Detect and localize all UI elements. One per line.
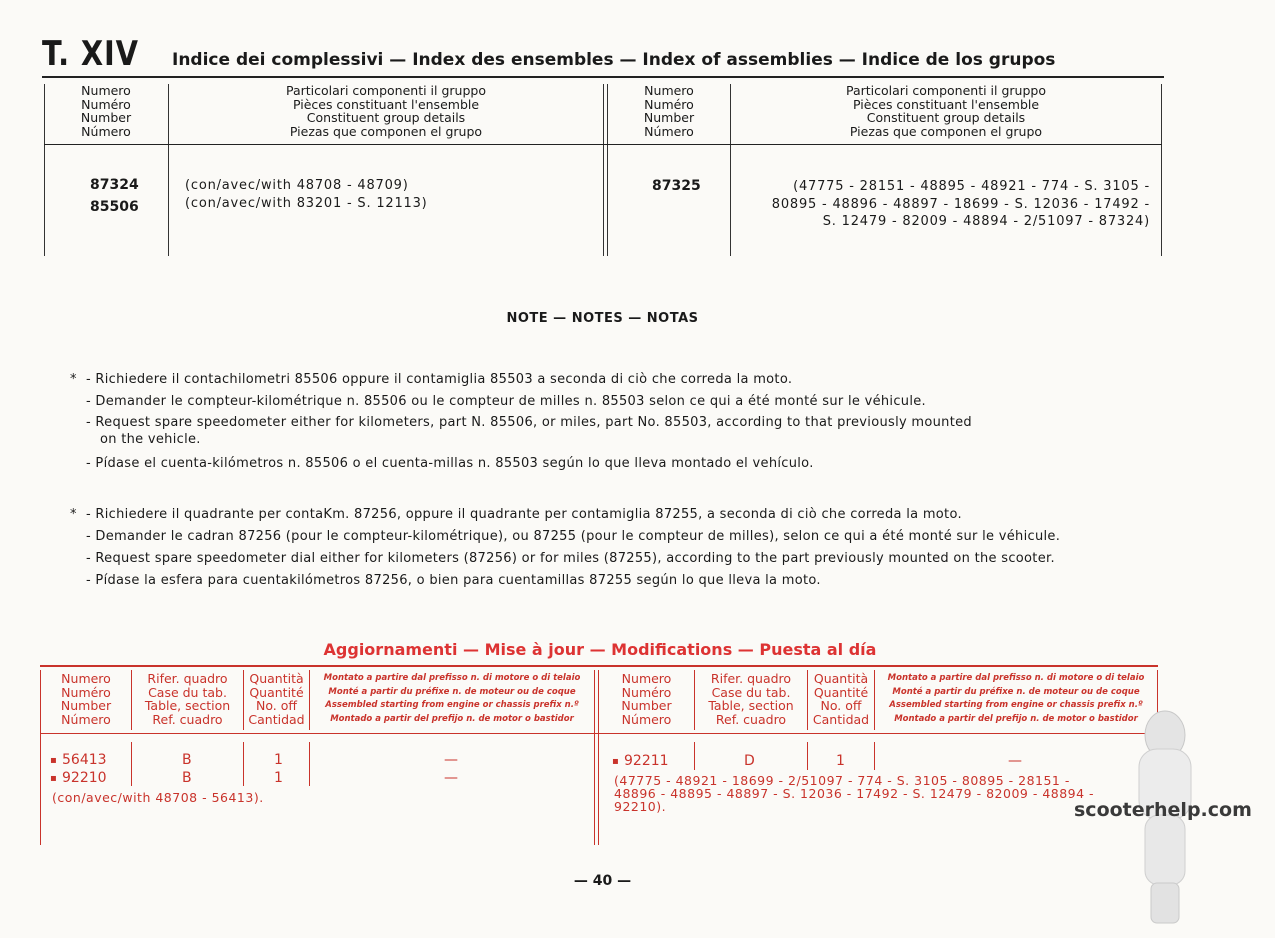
page-title: Indice dei complessivi — Index des ensembles — Index of assemblies — Indice de los grupos (172, 50, 1056, 70)
mod-mounted: — (444, 770, 458, 786)
table-border-right (1161, 84, 1162, 256)
mod-number: 92210 (62, 770, 107, 786)
col-header-parts-left: Particolari componenti il gruppo Pièces constituant l'ensemble Constituent group details Piezas que componen el grupo (286, 83, 486, 139)
mod-qty: 1 (836, 753, 845, 769)
mod-col-number: Numero Numéro Number Número (60, 671, 112, 727)
mod-divider (694, 670, 695, 730)
table-divider-mid-a (603, 84, 604, 256)
col-header-parts-right: Particolari componenti il gruppo Pièces constituant l'ensemble Constituent group details Piezas que componen el grupo (846, 83, 1046, 139)
assembly-details: (47775 - 28151 - 48895 - 48921 - 774 - S. 3105 - 80895 - 48896 - 48897 - 18699 - S. 12036 - 17492 - S. 12479 - 82009 - 48894 - 2/51097 - 87324) (771, 179, 1150, 229)
mod-mounted: — (444, 752, 458, 768)
assembly-number: 87324 (90, 177, 139, 193)
mod-header-rule (40, 733, 1158, 734)
mod-col-number: Numero Numéro Number Número (621, 671, 672, 727)
mod-ref: B (182, 752, 192, 768)
mod-col-qty: Quantità Quantité No. off Cantidad (248, 671, 305, 727)
mod-row-divider (807, 742, 808, 770)
note-line: - Richiedere il quadrante per contaKm. 87256, oppure il quadrante per contamiglia 87255, a seconda di ciò che correda la moto. (86, 507, 962, 522)
assembly-details: (con/avec/with 48708 - 48709) (con/avec/with 83201 - S. 12113) (185, 178, 428, 211)
mod-row-divider (309, 742, 310, 786)
note-line: on the vehicle. (100, 432, 201, 447)
mod-row-divider (131, 742, 132, 786)
mod-note: (con/avec/with 48708 - 56413). (52, 790, 264, 805)
watermark-text: scooterhelp.com (1074, 799, 1252, 821)
mod-mounted: — (1008, 753, 1022, 769)
mod-divider (309, 670, 310, 730)
mod-qty: 1 (274, 752, 283, 768)
mod-qty: 1 (274, 770, 283, 786)
mod-col-mounted: Montato a partire dal prefisso n. di motore o di telaio Monté a partir du préfixe n. de moteur ou de coque Assembled starting from engine or chassis prefix n.º Montado a partir del prefijo n. de motor o bastidor (887, 673, 1145, 724)
col-header-number-right: Numero Numéro Number Número (643, 83, 695, 139)
table-divider-1 (168, 84, 169, 256)
mod-divider (807, 670, 808, 730)
mod-divider (131, 670, 132, 730)
marker-icon: ▪ (612, 756, 619, 767)
mod-number: 56413 (62, 752, 107, 768)
table-code: T. XIV (42, 34, 139, 74)
title-rule (42, 76, 1164, 78)
table-row (612, 753, 1152, 773)
mod-col-mounted: Montato a partire dal prefisso n. di motore o di telaio Monté a partir du préfixe n. de moteur ou de coque Assembled starting from engine or chassis prefix n.º Montado a partir del prefijo n. de motor o bastidor (323, 673, 581, 724)
mod-ref: B (182, 770, 192, 786)
mod-border-left (40, 670, 41, 845)
note-star: * (70, 507, 77, 522)
notes-title: NOTE — NOTES — NOTAS (506, 311, 699, 326)
mod-row-divider (874, 742, 875, 770)
note-line: - Pídase el cuenta-kilómetros n. 85506 o el cuenta-millas n. 85503 según lo que lleva montado el vehículo. (86, 456, 814, 471)
marker-icon: ▪ (50, 755, 57, 766)
mod-note: (47775 - 48921 - 18699 - 2/51097 - 774 - S. 3105 - 80895 - 28151 - 48896 - 48895 - 48897 - S. 12036 - 17492 - S. 12479 - 82009 - 48894 - 92210). (614, 773, 1095, 814)
table-divider-2 (730, 84, 731, 256)
mod-divider (874, 670, 875, 730)
assembly-number: 85506 (90, 199, 139, 215)
table-border-left (44, 84, 45, 256)
page-number: — 40 — (573, 873, 632, 889)
table-header-rule (44, 144, 1162, 145)
note-line: - Request spare speedometer either for kilometers, part N. 85506, or miles, part No. 85503, according to that previously mounted (86, 415, 972, 430)
mod-row-divider (243, 742, 244, 786)
mod-col-qty: Quantità Quantité No. off Cantidad (812, 671, 870, 727)
marker-icon: ▪ (50, 773, 57, 784)
note-line: - Request spare speedometer dial either for kilometers (87256) or for miles (87255), according to the part previously mounted on the scooter. (86, 551, 1055, 566)
note-line: - Richiedere il contachilometri 85506 oppure il contamiglia 85503 a seconda di ciò che correda la moto. (86, 372, 793, 387)
mod-col-ref: Rifer. quadro Case du tab. Table, section Ref. cuadro (144, 671, 231, 727)
mod-divider-mid (598, 670, 599, 845)
mod-col-ref: Rifer. quadro Case du tab. Table, section Ref. cuadro (708, 671, 794, 727)
mod-number: 92211 (624, 753, 669, 769)
mod-divider-mid (594, 670, 595, 845)
table-divider-mid-b (607, 84, 608, 256)
modifications-title: Aggiornamenti — Mise à jour — Modifications — Puesta al día (323, 640, 877, 659)
mod-ref: D (744, 753, 755, 769)
note-star: * (70, 372, 77, 387)
modifications-rule (40, 665, 1158, 667)
assembly-number: 87325 (652, 178, 701, 194)
col-header-number-left: Numero Numéro Number Número (80, 83, 132, 139)
note-line: - Demander le cadran 87256 (pour le compteur-kilométrique), ou 87255 (pour le compteur de milles), selon ce qui a été monté sur le véhicule. (86, 529, 1061, 544)
mod-row-divider (694, 742, 695, 770)
note-line: - Pídase la esfera para cuentakilómetros 87256, o bien para cuentamillas 87255 según lo que lleva la moto. (86, 573, 821, 588)
mod-divider (243, 670, 244, 730)
note-line: - Demander le compteur-kilométrique n. 85506 ou le compteur de milles n. 85503 selon ce qui a été monté sur le véhicule. (86, 394, 926, 409)
